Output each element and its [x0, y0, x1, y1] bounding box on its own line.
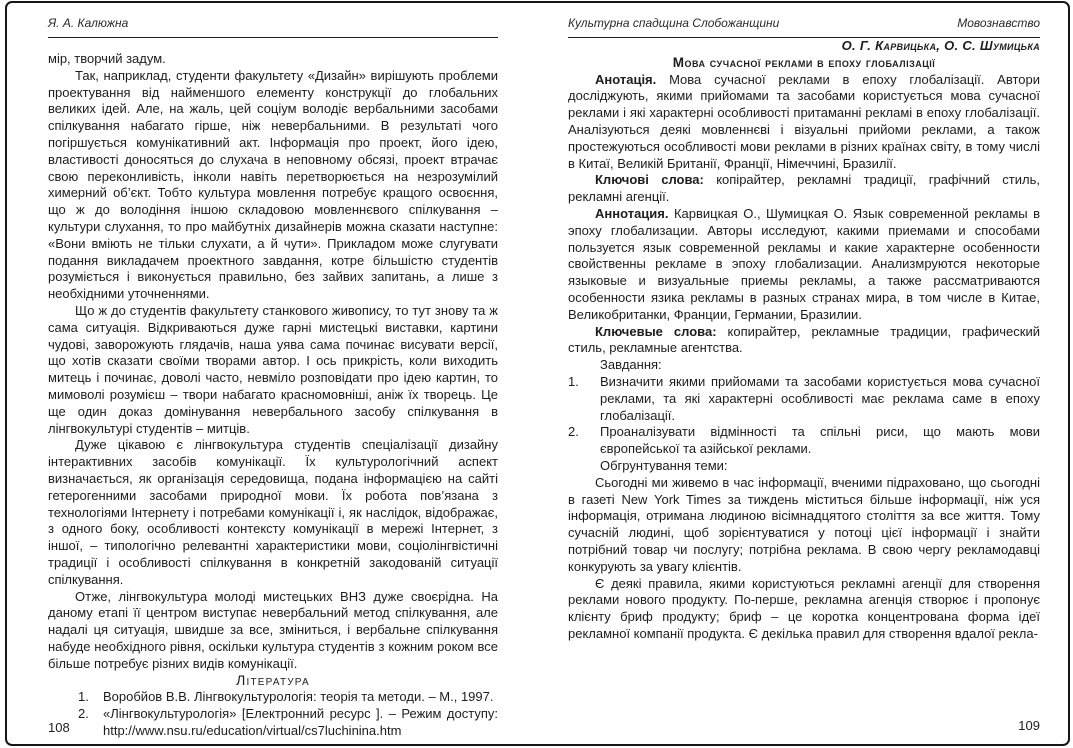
- abstract-ua-label: Анотація.: [595, 71, 657, 87]
- keywords-ua-label: Ключові слова:: [595, 172, 704, 188]
- reference-item: [48, 689, 498, 706]
- article-authors: О. Г. Карвицька, О. С. Шумицька: [841, 38, 1040, 53]
- keywords-ru-label: Ключевые слова:: [595, 323, 717, 339]
- paragraph: Так, наприклад, студенти факультету «Дизайн» вирішують проблеми проектування від найменшого елементу конструкції до глобальних великих ідей. Але, на жаль, цей соціум володіє вербальними засобами спілкування набагато гірше, ніж невербальними. В результаті чого погіршується комунікативний акт. Інформація про проект, його ідею, властивості доносяться до слухача в неповному обсязі, проект втрачає свою переконливість, інколи навіть перетворюється на незрозумілий химерний об’єкт. Тобто культура мовлення потребує кращого освоєння, що ж до володіння іншою складовою мовленнєвого спілкування – культури слухання, то про майбутніх дизайнерів можна сказати наступне: «Вони вміють не тільки слухати, а й чути». Прикладом може слугувати подання викладачем проектного завдання, котре більшістю студентів розуміється і виконується правильно, без зайвих запитань, а лише з необхідними уточненнями.: [48, 67, 498, 302]
- paragraph: Отже, лінгвокультура молоді мистецьких ВНЗ дуже своєрідна. На даному етапі її центром виступає невербальний метод спілкування, але надалі ця ситуація, швидше за все, зміниться, і вербальне спілкування набуде необхідного рівня, оскільки культура студентів з кожним роком все більше потребує різних видів комунікації.: [48, 588, 498, 671]
- keywords-ru-text: копирайтер, рекламные традиции, графический стиль, рекламные агентства.: [568, 323, 1040, 356]
- page-left: [48, 12, 498, 740]
- right-page-body: [568, 38, 1040, 643]
- reference-item: [48, 706, 498, 740]
- paragraph: мір, творчий задум.: [48, 51, 166, 66]
- running-head-right-page: [568, 12, 1040, 38]
- justification-heading: Обгрунтування теми:: [600, 457, 728, 473]
- paragraph: Є деякі правила, якими користуються рекламні агенції для створення реклами нового продукту. По-перше, рекламна агенція створює і пропонує клієнту бриф продукту; бриф – це коротка концентрована форма ідеї рекламної компанії продукта. Є декілька правил для створення вдалої рекла-: [568, 575, 1040, 641]
- keywords-ru: [568, 324, 1040, 358]
- task-number: 1.: [568, 373, 579, 389]
- reference-text: «Лінгвокультурологія» [Електронний ресурс ]. – Режим доступу: http://www.nsu.ru/education/virtual/cs7luchinina.htm: [103, 706, 498, 738]
- left-page-body: [48, 51, 498, 740]
- task-item: [568, 424, 1040, 458]
- page-right: [568, 12, 1040, 643]
- running-head-left-page: [48, 12, 498, 38]
- abstract-ru-label: Аннотация.: [595, 205, 669, 221]
- abstract-ua-text: Мова сучасної реклами в епоху глобалізації. Автори досліджують, якими прийомами та засобами користується мова сучасної реклами і які характерні особливості притаманні рекламі в епоху глобалізації. Аналізуються деякі мовленнєві і візуальні прийоми реклами, а також простежуються особливості мови реклами в різних країнах світу, в тому числі в Китаї, Великій Британії, Франції, Німеччині, Бразилії.: [568, 71, 1040, 171]
- paragraph: Сьогодні ми живемо в час інформації, вченими підраховано, що сьогодні в газеті New York Times за тиждень міститься більше інформації, ніж уся інформація, отримана людиною вісімнадцятого століття за все життя. Тому сучасній людині, щоб зорієнтуватися у потоці цієї інформації і знайти потрібний товар чи послугу; потрібна реклама. В свою чергу рекламодавці конкурують за увагу клієнтів.: [568, 474, 1040, 574]
- paragraph: Що ж до студентів факультету станкового живопису, то тут знову та ж сама ситуація. Відкриваються дуже гарні мистецькі виставки, картини чудові, заворожують глядачів, наша уява сама починає висувати версії, що хотів сказати своїми творами автор. І ось прикрість, коли виходить митець і починає, доволі часто, невміло розповідати про ідею картин, то мимоволі розумієш – твори набагато красномовніші, аніж їх творець. Це ще один доказ домінування невербального засобу спілкування в лінгвокультурі студентів – митців.: [48, 302, 498, 436]
- task-text: Проаналізувати відмінності та спільні риси, що мають мови європейської та азійської реклами.: [600, 424, 1040, 457]
- reference-text: Воробйов В.В. Лінгвокультурологія: теорія та методи. – М., 1997.: [103, 689, 494, 705]
- literature-heading: Література: [236, 672, 310, 689]
- task-item: [568, 374, 1040, 424]
- reference-number: 1.: [78, 689, 89, 705]
- tasks-list: [568, 374, 1040, 458]
- abstract-ru-text: Карвицкая О., Шумицкая О. Язык современной рекламы в эпоху глобализации. Авторы исследуют, какими приемами и способами пользуется язык современной рекламы и какие характерне особенности свойственны рекламе в эпоху глобализации. Анализмруются некоторые языковые и визуальные приемы рекламы, а также рассматриваются особенности язика рекламы в разных странах мира, в том числе в Китае, Великобританки, Франции, Германии, Бразилии.: [568, 205, 1040, 322]
- keywords-ua-text: копірайтер, рекламні традиції, графічний стиль, рекламні агенції.: [568, 172, 1040, 205]
- running-head-author: Я. А. Калюжна: [48, 16, 129, 30]
- article-title: Мова сучасної реклами в епоху глобалізації: [672, 54, 936, 70]
- paragraph: Дуже цікавою є лінгвокультура студентів спеціалізації дизайну інтерактивних засобів комунікації. Їх культурологічний аспект визначається, як організація середовища, подана інформацією на сайті гетерогенними засобами природної мови. Їх робота пов’язана з технологіями Інтернету і потребами комунікації і, як наслідок, відображає, з одного боку, особливості контексту комунікації в мережі Інтернет, з іншої, – типологічно релевантні характеристики мови, соціолінгвістичні традиції і особливості спілкування в конкретній закодованій ситуації спілкування.: [48, 437, 498, 587]
- task-text: Визначити якими прийомами та засобами користується мова сучасної реклами, та які характерні особливості має реклама саме в епоху глобалізації.: [600, 373, 1040, 423]
- abstract-ua: [568, 72, 1040, 173]
- abstract-ru: [568, 206, 1040, 324]
- page-number-109: 109: [1018, 718, 1040, 733]
- keywords-ua: [568, 172, 1040, 206]
- tasks-heading: Завдання:: [600, 357, 662, 373]
- running-head-book-title: Культурна спадщина Слобожанщини: [568, 16, 780, 30]
- reference-number: 2.: [78, 706, 89, 722]
- running-head-section: Мовознавство: [957, 16, 1040, 30]
- task-number: 2.: [568, 424, 579, 440]
- page-number-108: 108: [48, 720, 70, 735]
- reference-list: [48, 689, 498, 739]
